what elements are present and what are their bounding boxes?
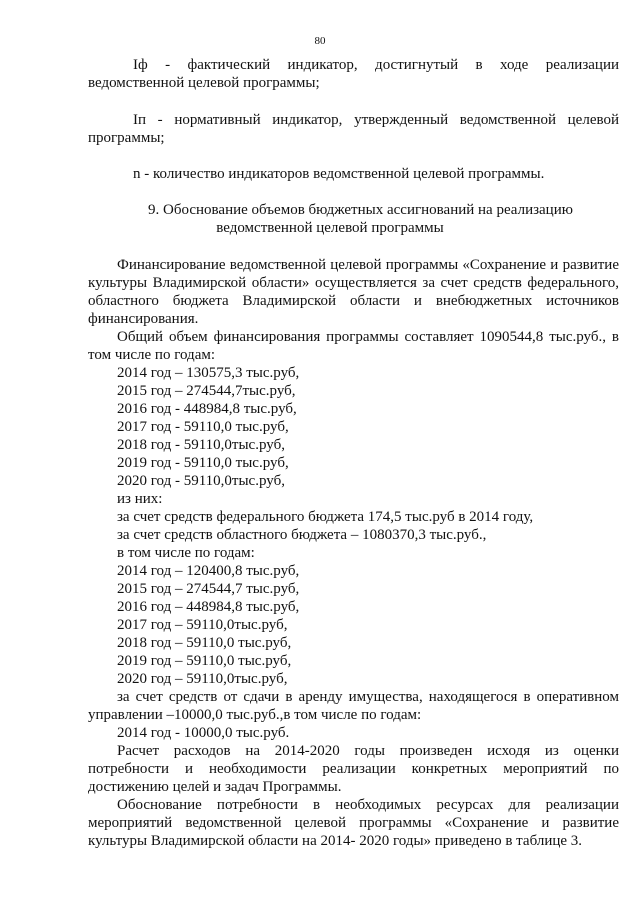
rent-line3: 2014 год - 10000,0 тыс.руб. — [117, 725, 290, 741]
calc-line2: потребности и необходимости реализации конкретных мероприятий по — [88, 761, 619, 777]
regional-year-2020: 2020 год – 59110,0тыс.руб, — [117, 671, 288, 687]
regional-year-2019: 2019 год – 59110,0 тыс.руб, — [117, 653, 292, 669]
para2-line2: том числе по годам: — [88, 347, 216, 363]
total-year-2016: 2016 год - 448984,8 тыс.руб, — [117, 401, 297, 417]
para1-line3: областного бюджета Владимирской области и внебюджетных источников — [88, 293, 619, 309]
page-number: 80 — [314, 35, 326, 47]
calc-line3: достижению целей и задач Программы. — [88, 779, 342, 795]
of-them-label: из них: — [117, 491, 163, 507]
regional-year-2015: 2015 год – 274544,7 тыс.руб, — [117, 581, 300, 597]
justification-line3: культуры Владимирской области на 2014- 2020 годы» приведено в таблице 3. — [88, 833, 583, 849]
definition-in-line2: программы; — [88, 130, 165, 146]
regional-year-2014: 2014 год – 120400,8 тыс.руб, — [117, 563, 300, 579]
federal-budget-line: за счет средств федерального бюджета 174,5 тыс.руб в 2014 году, — [117, 509, 534, 525]
including-years-label: в том числе по годам: — [117, 545, 255, 561]
para2-line1: Общий объем финансирования программы составляет 1090544,8 тыс.руб., в — [117, 329, 619, 345]
section-heading-line1: 9. Обоснование объемов бюджетных ассигнований на реализацию — [148, 202, 573, 218]
total-year-2017: 2017 год - 59110,0 тыс.руб, — [117, 419, 289, 435]
rent-line1: за счет средств от сдачи в аренду имущества, находящегося в оперативном — [117, 689, 619, 705]
total-year-2020: 2020 год - 59110,0тыс.руб, — [117, 473, 285, 489]
para1-line1: Финансирование ведомственной целевой программы «Сохранение и развитие — [117, 257, 619, 273]
regional-year-2016: 2016 год – 448984,8 тыс.руб, — [117, 599, 300, 615]
section-heading-line2: ведомственной целевой программы — [216, 220, 444, 236]
definition-n: n - количество индикаторов ведомственной целевой программы. — [133, 166, 545, 182]
calc-line1: Расчет расходов на 2014-2020 годы произведен исходя из оценки — [117, 743, 619, 759]
definition-in-line1: Iп - нормативный индикатор, утвержденный ведомственной целевой — [133, 112, 619, 128]
para1-line2: культуры Владимирской области» осуществляется за счет средств федерального, — [88, 275, 619, 291]
definition-if-line1: Iф - фактический индикатор, достигнутый в ходе реализации — [133, 57, 619, 73]
definition-if-line2: ведомственной целевой программы; — [88, 75, 320, 91]
total-year-2015: 2015 год – 274544,7тыс.руб, — [117, 383, 296, 399]
rent-line2: управлении –10000,0 тыс.руб.,в том числе по годам: — [88, 707, 422, 723]
total-year-2019: 2019 год - 59110,0 тыс.руб, — [117, 455, 289, 471]
total-year-2018: 2018 год - 59110,0тыс.руб, — [117, 437, 285, 453]
regional-budget-line: за счет средств областного бюджета – 1080370,3 тыс.руб., — [117, 527, 487, 543]
justification-line2: мероприятий ведомственной целевой программы «Сохранение и развитие — [88, 815, 619, 831]
total-year-2014: 2014 год – 130575,3 тыс.руб, — [117, 365, 300, 381]
justification-line1: Обоснование потребности в необходимых ресурсах для реализации — [117, 797, 619, 813]
para1-line4: финансирования. — [88, 311, 199, 327]
regional-year-2017: 2017 год – 59110,0тыс.руб, — [117, 617, 288, 633]
regional-year-2018: 2018 год – 59110,0 тыс.руб, — [117, 635, 292, 651]
